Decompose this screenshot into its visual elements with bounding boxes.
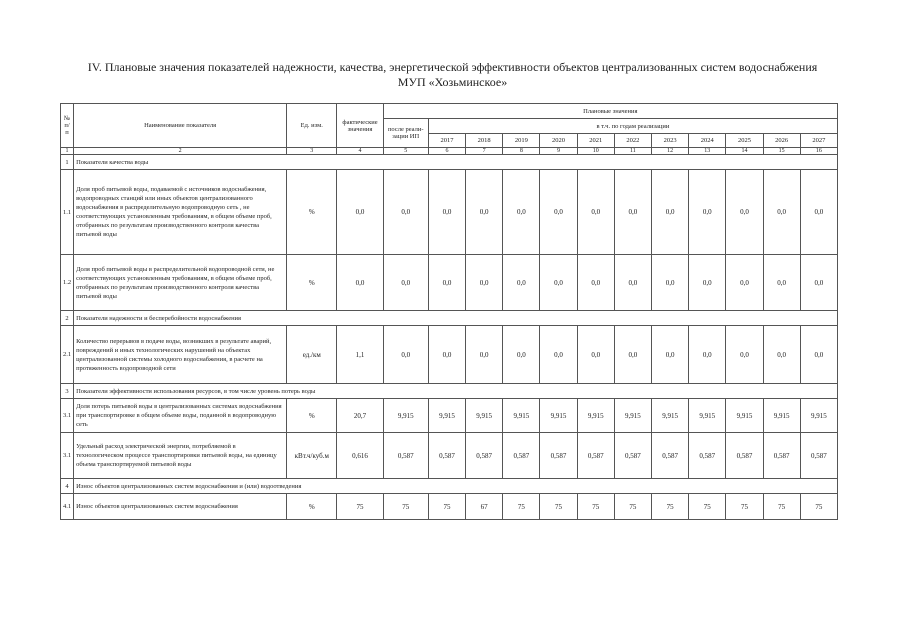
section-title: Износ объектов централизованных систем водоснабжения и (или) водоотведения <box>74 479 838 494</box>
header-name: Наименование показателя <box>74 104 287 148</box>
year-value: 0,587 <box>614 433 651 479</box>
column-number: 15 <box>763 148 800 155</box>
column-number: 5 <box>383 148 428 155</box>
year-value: 0,587 <box>651 433 688 479</box>
section-row <box>61 155 838 170</box>
table-row <box>61 399 838 433</box>
actual-value: 75 <box>337 494 383 520</box>
year-value: 0,0 <box>763 255 800 311</box>
header-actual: фактические значения <box>337 104 383 148</box>
title-line-1: IV. Плановые значения показателей надежности, качества, энергетической эффективности объектов централизованных систем водоснабжения <box>87 60 818 74</box>
column-number: 7 <box>466 148 503 155</box>
year-value: 0,0 <box>466 170 503 255</box>
year-value: 9,915 <box>800 399 837 433</box>
section-row <box>61 311 838 326</box>
year-value: 0,0 <box>689 170 726 255</box>
column-number: 3 <box>287 148 337 155</box>
after-value: 75 <box>383 494 428 520</box>
year-value: 9,915 <box>726 399 763 433</box>
column-number: 14 <box>726 148 763 155</box>
year-value: 0,587 <box>428 433 465 479</box>
year-value: 9,915 <box>540 399 577 433</box>
row-number: 3.1 <box>61 433 74 479</box>
unit: % <box>287 399 337 433</box>
section-number: 4 <box>61 479 74 494</box>
year-value: 75 <box>800 494 837 520</box>
year-value: 9,915 <box>763 399 800 433</box>
section-number: 2 <box>61 311 74 326</box>
header-after: после реали-зации ИП <box>383 119 428 148</box>
year-value: 0,0 <box>614 170 651 255</box>
header-year: 2020 <box>540 134 577 148</box>
year-value: 75 <box>763 494 800 520</box>
year-value: 0,0 <box>428 170 465 255</box>
table-row <box>61 433 838 479</box>
row-number: 2.1 <box>61 326 74 384</box>
header-num: № п/п <box>61 104 74 148</box>
year-value: 9,915 <box>428 399 465 433</box>
header-year: 2017 <box>428 134 465 148</box>
year-value: 0,587 <box>577 433 614 479</box>
header-year: 2024 <box>689 134 726 148</box>
section-row <box>61 479 838 494</box>
year-value: 0,0 <box>540 326 577 384</box>
column-number: 2 <box>74 148 287 155</box>
column-number: 10 <box>577 148 614 155</box>
unit: % <box>287 494 337 520</box>
year-value: 0,0 <box>763 170 800 255</box>
year-value: 9,915 <box>503 399 540 433</box>
actual-value: 0,616 <box>337 433 383 479</box>
header-year: 2019 <box>503 134 540 148</box>
header-unit: Ед. изм. <box>287 104 337 148</box>
year-value: 0,0 <box>577 255 614 311</box>
row-number: 1.2 <box>61 255 74 311</box>
year-value: 0,587 <box>763 433 800 479</box>
column-number: 6 <box>428 148 465 155</box>
year-value: 9,915 <box>614 399 651 433</box>
year-value: 0,587 <box>689 433 726 479</box>
column-number: 8 <box>503 148 540 155</box>
year-value: 0,0 <box>466 255 503 311</box>
header-year: 2022 <box>614 134 651 148</box>
column-number: 11 <box>614 148 651 155</box>
unit: % <box>287 255 337 311</box>
header-year: 2021 <box>577 134 614 148</box>
actual-value: 20,7 <box>337 399 383 433</box>
section-title: Показатели качества воды <box>74 155 838 170</box>
column-number: 9 <box>540 148 577 155</box>
after-value: 9,915 <box>383 399 428 433</box>
year-value: 0,0 <box>503 170 540 255</box>
table-row <box>61 494 838 520</box>
table-row <box>61 326 838 384</box>
column-number: 1 <box>61 148 74 155</box>
header-year: 2025 <box>726 134 763 148</box>
column-number: 4 <box>337 148 383 155</box>
year-value: 0,0 <box>651 170 688 255</box>
after-value: 0,0 <box>383 255 428 311</box>
indicator-name: Доля проб питьевой воды в распределительной водопроводной сети, не соответствующих установленным требованиям, в общем объеме проб, отобранных по результатам производственного контроля качества питьевой воды <box>74 255 287 311</box>
after-value: 0,0 <box>383 326 428 384</box>
year-value: 0,587 <box>726 433 763 479</box>
year-value: 75 <box>689 494 726 520</box>
year-value: 0,0 <box>466 326 503 384</box>
section-number: 3 <box>61 384 74 399</box>
year-value: 0,0 <box>726 170 763 255</box>
header-year: 2026 <box>763 134 800 148</box>
section-title: Показатели надежности и бесперебойности водоснабжения <box>74 311 838 326</box>
year-value: 0,0 <box>800 326 837 384</box>
header-year: 2023 <box>651 134 688 148</box>
year-value: 75 <box>577 494 614 520</box>
document-title <box>0 60 905 90</box>
year-value: 9,915 <box>577 399 614 433</box>
column-number: 13 <box>689 148 726 155</box>
header-planned: Плановые значения <box>383 104 837 119</box>
indicator-name: Износ объектов централизованных систем водоснабжения <box>74 494 287 520</box>
year-value: 0,587 <box>466 433 503 479</box>
year-value: 0,0 <box>503 255 540 311</box>
year-value: 0,0 <box>726 255 763 311</box>
year-value: 0,0 <box>540 170 577 255</box>
year-value: 0,587 <box>540 433 577 479</box>
section-title: Показатели эффективности использования ресурсов, в том числе уровень потерь воды <box>74 384 838 399</box>
year-value: 75 <box>726 494 763 520</box>
column-number: 16 <box>800 148 837 155</box>
year-value: 0,0 <box>428 255 465 311</box>
unit: кВт.ч/куб.м <box>287 433 337 479</box>
year-value: 0,0 <box>763 326 800 384</box>
year-value: 75 <box>428 494 465 520</box>
year-value: 0,0 <box>428 326 465 384</box>
header-year: 2018 <box>466 134 503 148</box>
year-value: 0,0 <box>689 255 726 311</box>
after-value: 0,0 <box>383 170 428 255</box>
row-number: 4.1 <box>61 494 74 520</box>
unit: ед./км <box>287 326 337 384</box>
year-value: 0,0 <box>577 326 614 384</box>
column-number: 12 <box>651 148 688 155</box>
indicators-table <box>60 103 838 520</box>
year-value: 75 <box>503 494 540 520</box>
year-value: 0,587 <box>800 433 837 479</box>
after-value: 0,587 <box>383 433 428 479</box>
year-value: 75 <box>651 494 688 520</box>
table-row <box>61 255 838 311</box>
section-row <box>61 384 838 399</box>
year-value: 0,0 <box>577 170 614 255</box>
year-value: 9,915 <box>651 399 688 433</box>
indicator-name: Удельный расход электрической энергии, потребляемой в технологическом процессе транспортировки питьевой воды, на единицу объема транспортируемой питьевой воды <box>74 433 287 479</box>
header-year: 2027 <box>800 134 837 148</box>
actual-value: 1,1 <box>337 326 383 384</box>
year-value: 0,0 <box>689 326 726 384</box>
year-value: 0,0 <box>503 326 540 384</box>
year-value: 0,587 <box>503 433 540 479</box>
year-value: 0,0 <box>614 255 651 311</box>
year-value: 9,915 <box>689 399 726 433</box>
title-line-2: МУП «Хозьминское» <box>397 75 508 89</box>
table-row <box>61 170 838 255</box>
section-number: 1 <box>61 155 74 170</box>
year-value: 75 <box>540 494 577 520</box>
header-by-years: в т.ч. по годам реализации <box>428 119 837 134</box>
year-value: 0,0 <box>800 170 837 255</box>
year-value: 67 <box>466 494 503 520</box>
year-value: 0,0 <box>800 255 837 311</box>
unit: % <box>287 170 337 255</box>
year-value: 9,915 <box>466 399 503 433</box>
actual-value: 0,0 <box>337 255 383 311</box>
year-value: 0,0 <box>540 255 577 311</box>
indicator-name: Доля проб питьевой воды, подаваемой с источников водоснабжения, водопроводных станций или иных объектов централизованного водоснабжения в распределительную водопроводную сеть , не соответствующих установленным требованиям, в общем объеме проб, отобранных по результатам производственного контроля качества питьевой воды <box>74 170 287 255</box>
indicator-name: Доля потерь питьевой воды в централизованных системах водоснабжения при транспортировке в общем объеме воды, поданной в водопроводную сеть <box>74 399 287 433</box>
year-value: 75 <box>614 494 651 520</box>
actual-value: 0,0 <box>337 170 383 255</box>
row-number: 1.1 <box>61 170 74 255</box>
year-value: 0,0 <box>726 326 763 384</box>
year-value: 0,0 <box>651 326 688 384</box>
year-value: 0,0 <box>651 255 688 311</box>
row-number: 3.1 <box>61 399 74 433</box>
year-value: 0,0 <box>614 326 651 384</box>
indicator-name: Количество перерывов в подаче воды, возникших в результате аварий, повреждений и иных технологических нарушений на объектах централизованной системы холодного водоснабжения, в расчете на протяженность водопроводной сети <box>74 326 287 384</box>
